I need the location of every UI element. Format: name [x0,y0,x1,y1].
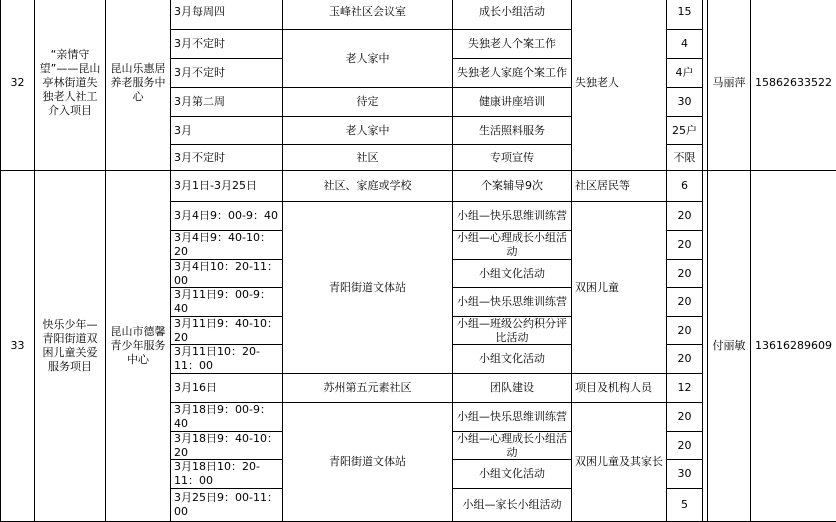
time-cell: 3月11日9：40-10：20 [170,316,283,345]
activity-cell: 个案辅导9次 [452,170,572,202]
target-cell: 项目及机构人员 [571,373,667,403]
count-cell: 30 [666,459,703,489]
target-cell: 失独老人 [571,0,667,171]
place-cell: 待定 [282,87,453,117]
time-cell: 3月不定时 [170,29,283,59]
activity-cell: 小组—心理成长小组活动 [452,230,572,260]
count-cell: 20 [666,259,703,288]
time-cell: 3月4日9：40-10：20 [170,230,283,260]
count-cell: 30 [666,87,703,117]
count-cell: 4 [666,29,703,59]
place-cell: 青阳街道文体站 [282,201,453,374]
contact-person: 马丽萍 [707,0,751,171]
activity-cell: 小组文化活动 [452,459,572,489]
time-cell: 3月不定时 [170,144,283,171]
count-cell: 20 [666,230,703,260]
time-cell: 3月18日10：20-11：00 [170,459,283,489]
count-cell: 20 [666,344,703,374]
time-cell: 3月第二周 [170,87,283,117]
activity-cell: 小组文化活动 [452,259,572,288]
time-cell: 3月11日9：00-9：40 [170,287,283,317]
activity-cell: 健康讲座培训 [452,87,572,117]
time-cell: 3月 [170,116,283,145]
project-number: 33 [0,170,35,522]
target-cell: 双困儿童 [571,201,667,374]
project-number: 32 [0,0,35,171]
time-cell: 3月25日9：00-11：00 [170,488,283,522]
target-cell: 社区居民等 [571,170,667,202]
place-cell: 社区 [282,144,453,171]
contact-person: 付丽敏 [707,170,751,522]
place-cell: 玉峰社区会议室 [282,0,453,30]
count-cell: 不限 [666,144,703,171]
count-cell: 6 [666,170,703,202]
activity-cell: 专项宣传 [452,144,572,171]
activity-cell: 小组—快乐思维训练营 [452,402,572,432]
count-cell: 20 [666,316,703,345]
count-cell: 20 [666,201,703,231]
time-cell: 3月4日10：20-11：00 [170,259,283,288]
target-cell: 双困儿童及其家长 [571,402,667,522]
count-cell: 4户 [666,58,703,88]
time-cell: 3月11日10：20-11：00 [170,344,283,374]
activity-cell: 小组—快乐思维训练营 [452,287,572,317]
time-cell: 3月18日9：00-9：40 [170,402,283,432]
place-cell: 苏州第五元素社区 [282,373,453,403]
count-cell: 5 [666,488,703,522]
activity-cell: 成长小组活动 [452,0,572,30]
project-name: “亲情守望”——昆山亭林街道失独老人社工介入项目 [34,0,106,171]
time-cell: 3月1日-3月25日 [170,170,283,202]
place-cell: 社区、家庭或学校 [282,170,453,202]
time-cell: 3月16日 [170,373,283,403]
phone-number: 13616289609 [750,170,836,522]
activity-cell: 小组—家长小组活动 [452,488,572,522]
count-cell: 12 [666,373,703,403]
time-cell: 3月每周四 [170,0,283,30]
count-cell: 15 [666,0,703,30]
organization: 昆山市德馨青少年服务中心 [105,170,171,522]
count-cell: 20 [666,402,703,432]
count-cell: 20 [666,287,703,317]
count-cell: 20 [666,431,703,460]
activity-cell: 失独老人个案工作 [452,29,572,59]
place-cell: 老人家中 [282,29,453,88]
time-cell: 3月4日9：00-9：40 [170,201,283,231]
phone-number: 15862633522 [750,0,836,171]
activity-cell: 失独老人家庭个案工作 [452,58,572,88]
organization: 昆山乐惠居养老服务中心 [105,0,171,171]
time-cell: 3月18日9：40-10：20 [170,431,283,460]
activity-cell: 生活照料服务 [452,116,572,145]
activity-cell: 小组—快乐思维训练营 [452,201,572,231]
count-cell: 25户 [666,116,703,145]
project-name: 快乐少年—青阳街道双困儿童关爱服务项目 [34,170,106,522]
time-cell: 3月不定时 [170,58,283,88]
activity-cell: 小组—班级公约积分评比活动 [452,316,572,345]
activity-cell: 小组—心理成长小组活动 [452,431,572,460]
activity-cell: 小组文化活动 [452,344,572,374]
place-cell: 青阳街道文体站 [282,402,453,522]
activity-cell: 团队建设 [452,373,572,403]
place-cell: 老人家中 [282,116,453,145]
